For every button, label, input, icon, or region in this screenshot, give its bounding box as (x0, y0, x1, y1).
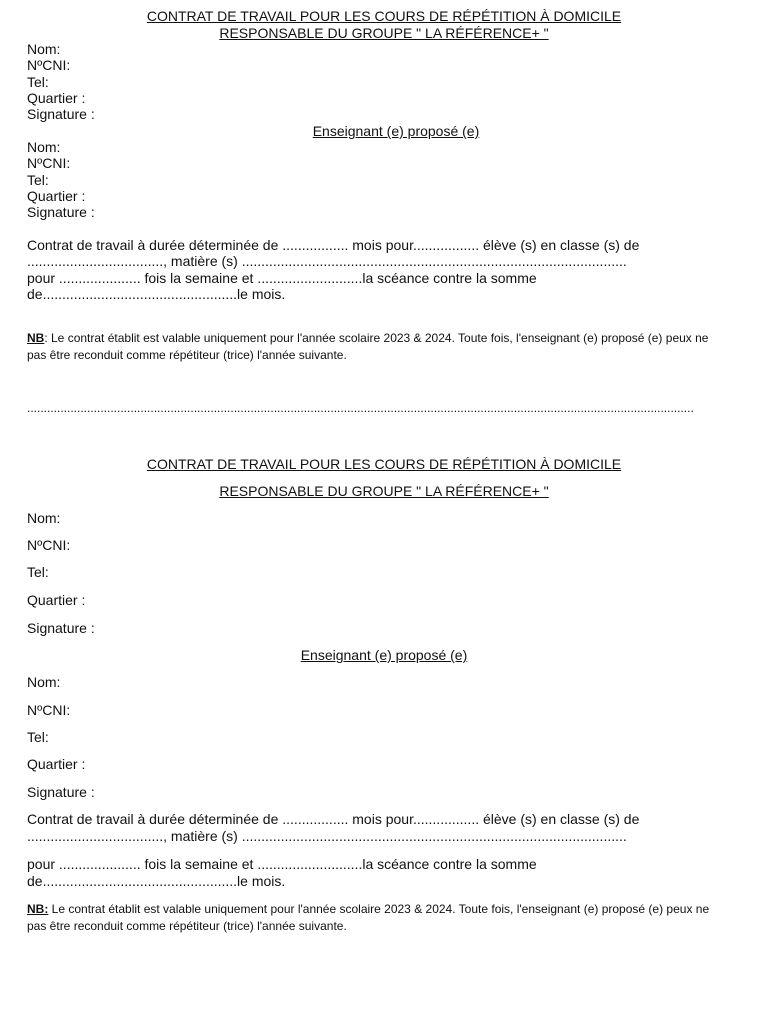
contract2-teacher-field-tel: Tel: (27, 729, 49, 745)
contract2-body-line2: ..................................., matière (s) ................................................................................................... (27, 828, 627, 844)
contract2-field-nom: Nom: (27, 510, 61, 526)
contract-title-line1: CONTRAT DE TRAVAIL POUR LES COURS DE RÉPÉTITION À DOMICILE (146, 8, 622, 24)
contract-body-line4: de..................................................le mois. (27, 286, 286, 302)
contract2-teacher-heading: Enseignant (e) proposé (e) (300, 647, 468, 663)
nb-note (27, 330, 727, 364)
contract-body-line3: pour ..................... fois la semaine et ...........................la scéance contre la somme (27, 270, 537, 286)
contract2-field-signature: Signature : (27, 620, 95, 636)
teacher-field-signature: Signature : (27, 204, 95, 220)
contract2-field-quartier: Quartier : (27, 592, 86, 608)
teacher-field-cni: NºCNI: (27, 155, 71, 171)
contract2-teacher-field-signature: Signature : (27, 784, 95, 800)
field-cni: NºCNI: (27, 57, 71, 73)
contract2-teacher-field-nom: Nom: (27, 674, 61, 690)
nb-text: : Le contrat établit est valable uniquement pour l'année scolaire 2023 & 2024. Toute fois, l'enseignant (e) proposé (e) peux ne pas être reconduit comme répétiteur (trice) l'année suivante. (27, 331, 709, 362)
contract2-field-cni: NºCNI: (27, 537, 71, 553)
contract2-teacher-field-cni: NºCNI: (27, 702, 71, 718)
contract2-body-line1: Contrat de travail à durée déterminée de ................. mois pour................. élève (s) en classe (s) de (27, 811, 640, 827)
teacher-field-quartier: Quartier : (27, 188, 86, 204)
contract2-body-line3: pour ..................... fois la semaine et ...........................la scéance contre la somme (27, 856, 537, 872)
contract-title-line2: RESPONSABLE DU GROUPE " LA RÉFÉRENCE+ " (219, 25, 549, 41)
field-tel: Tel: (27, 74, 49, 90)
contract-body-line2: ..................................., matière (s) ................................................................................................... (27, 253, 627, 269)
field-signature: Signature : (27, 106, 95, 122)
teacher-field-tel: Tel: (27, 172, 49, 188)
teacher-heading: Enseignant (e) proposé (e) (312, 123, 480, 139)
field-nom: Nom: (27, 41, 61, 57)
nb-label: NB (27, 331, 45, 345)
teacher-field-nom: Nom: (27, 139, 61, 155)
contract2-field-tel: Tel: (27, 564, 49, 580)
contract2-teacher-field-quartier: Quartier : (27, 756, 86, 772)
contract2-nb-text: Le contrat établit est valable uniquement pour l'année scolaire 2023 & 2024. Toute fois, l'enseignant (e) proposé (e) peux ne pas être reconduit comme répétiteur (trice) l'année suivante. (27, 902, 710, 933)
contract2-nb-label: NB: (27, 902, 49, 916)
cut-separator: ........................................................................................................................................................................................................ (27, 401, 694, 415)
contract2-body-line4: de..................................................le mois. (27, 873, 286, 889)
contract2-nb-note (27, 901, 727, 935)
contract2-title-line1: CONTRAT DE TRAVAIL POUR LES COURS DE RÉPÉTITION À DOMICILE (146, 456, 622, 472)
field-quartier: Quartier : (27, 90, 86, 106)
contract-body-line1: Contrat de travail à durée déterminée de ................. mois pour................. élève (s) en classe (s) de (27, 237, 640, 253)
contract2-title-line2: RESPONSABLE DU GROUPE " LA RÉFÉRENCE+ " (219, 483, 549, 499)
